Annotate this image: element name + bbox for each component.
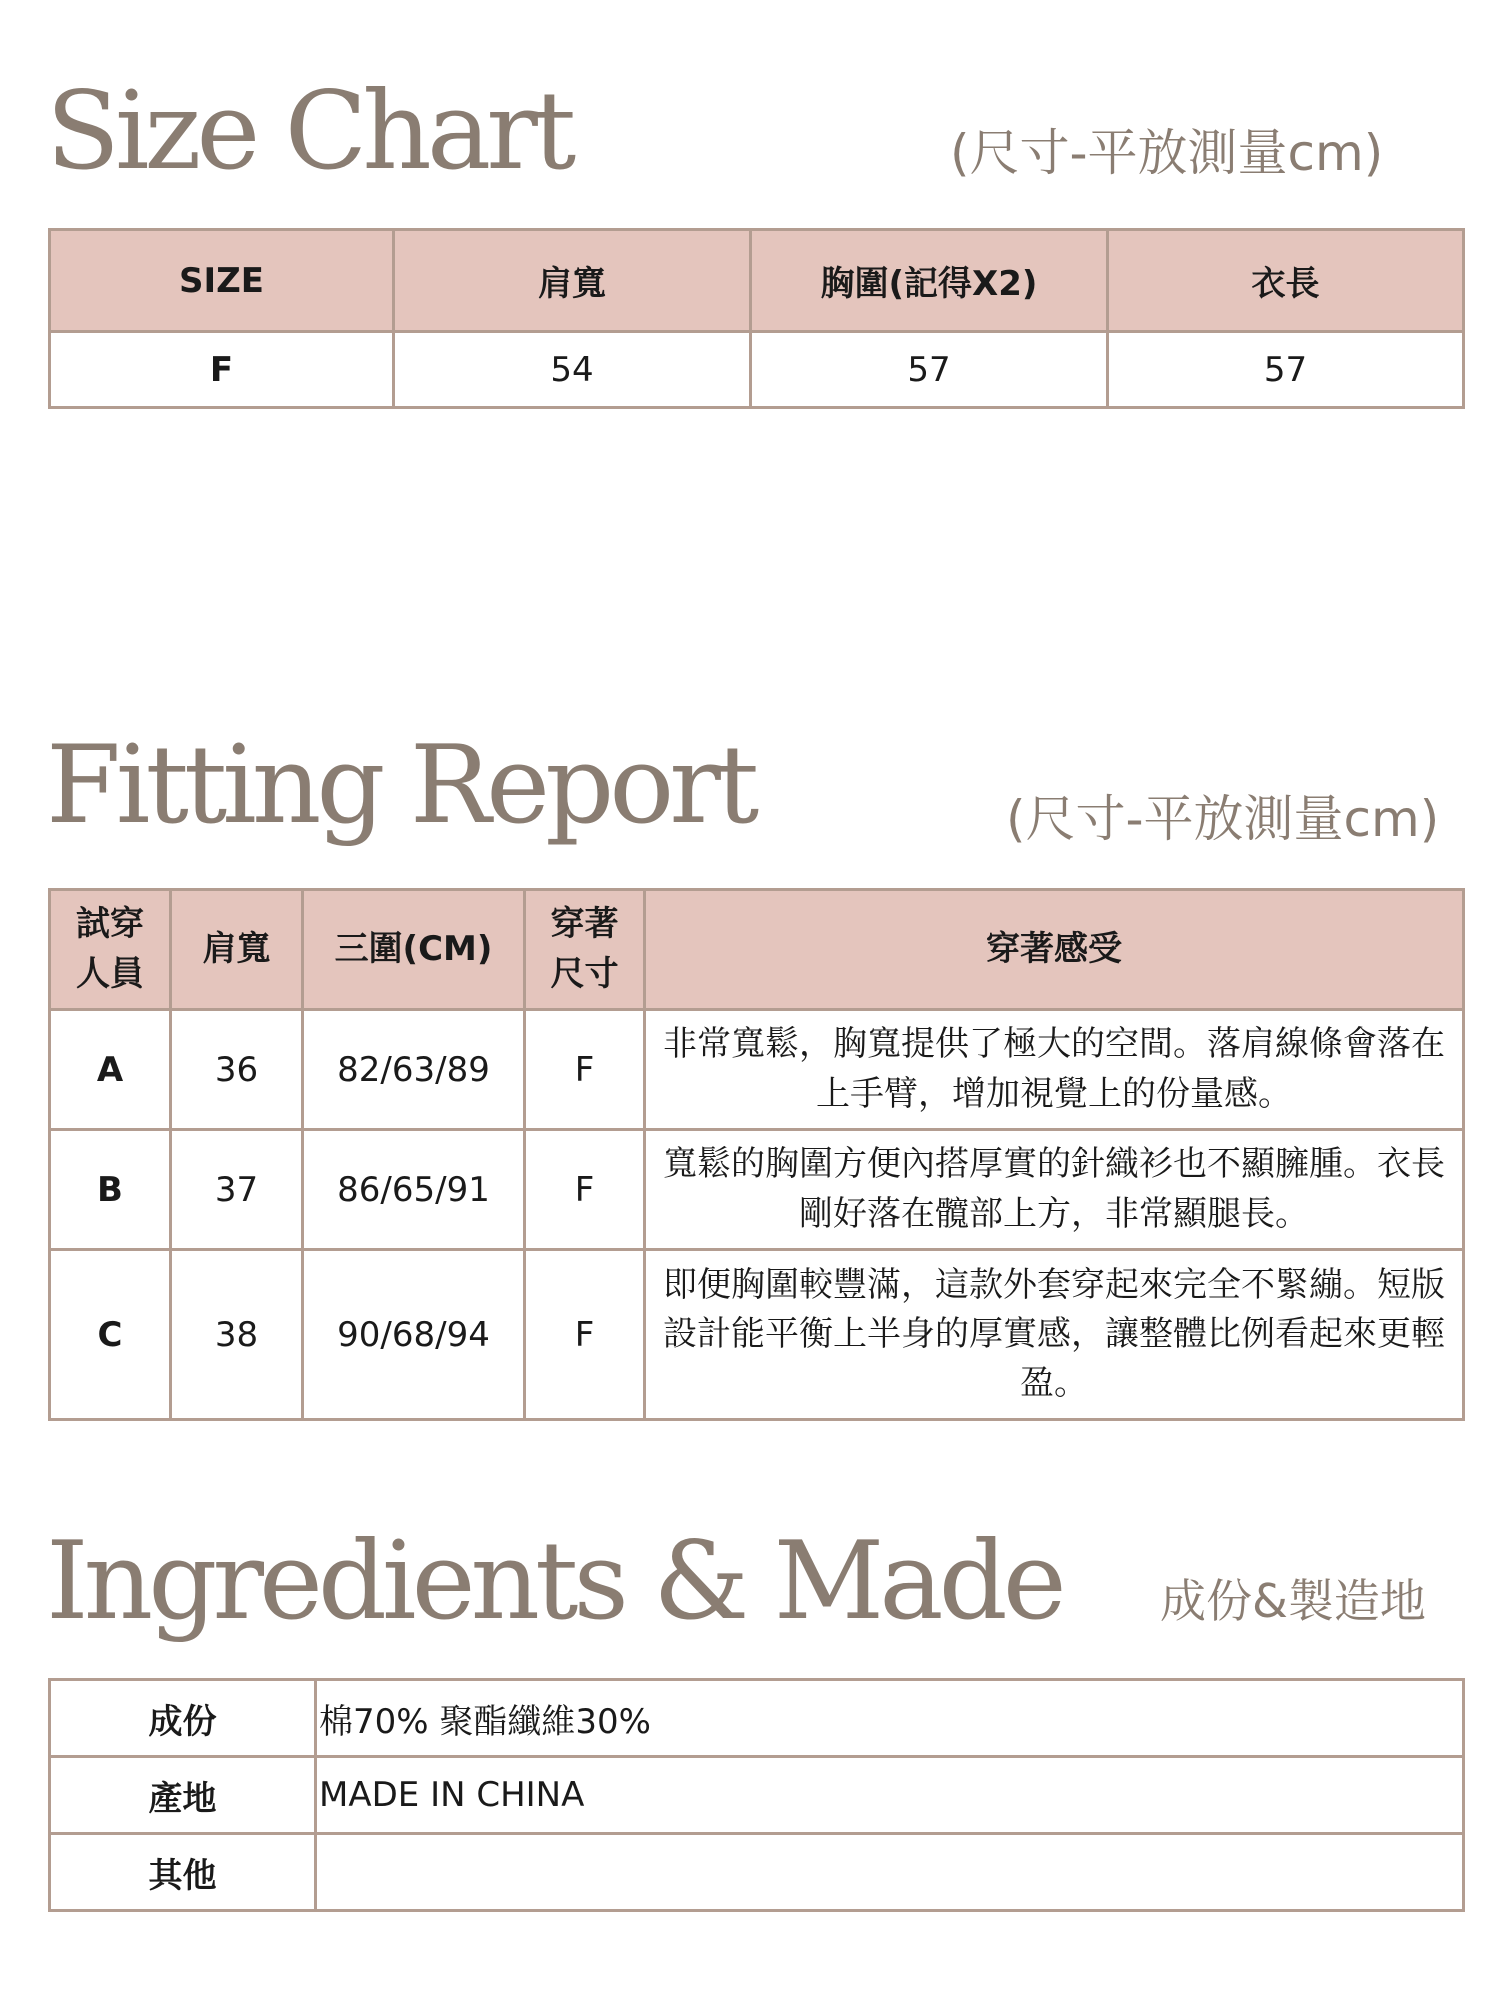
cell-worn-size: F	[525, 1250, 645, 1420]
fitting-header-row	[50, 890, 1464, 1010]
cell-tester: B	[50, 1130, 171, 1250]
cell-measurements: 82/63/89	[303, 1010, 525, 1130]
header-tester: 試穿 人員	[50, 890, 171, 1010]
cell-measurements: 86/65/91	[303, 1130, 525, 1250]
table-row	[50, 1834, 1464, 1911]
fitting-report-subtitle: (尺寸-平放測量cm)	[1006, 790, 1440, 848]
cell-worn-size: F	[525, 1130, 645, 1250]
header-feedback: 穿著感受	[645, 890, 1464, 1010]
size-chart-subtitle: (尺寸-平放測量cm)	[950, 124, 1384, 182]
cell-chest: 57	[751, 332, 1108, 408]
cell-tester: C	[50, 1250, 171, 1420]
table-row	[50, 332, 1464, 408]
cell-shoulder: 36	[171, 1010, 303, 1130]
header-worn-size: 穿著 尺寸	[525, 890, 645, 1010]
header-shoulder: 肩寬	[171, 890, 303, 1010]
table-row	[50, 1130, 1464, 1250]
size-chart-title: Size Chart	[46, 69, 572, 194]
header-size: SIZE	[50, 230, 394, 332]
header-shoulder: 肩寬	[394, 230, 751, 332]
table-row	[50, 1010, 1464, 1130]
size-chart-table	[48, 228, 1465, 409]
row-value-origin: MADE IN CHINA	[316, 1757, 1464, 1834]
fitting-report-title: Fitting Report	[46, 723, 755, 848]
cell-length: 57	[1108, 332, 1464, 408]
header-chest: 胸圍(記得X2)	[751, 230, 1108, 332]
cell-feedback: 即便胸圍較豐滿，這款外套穿起來完全不緊繃。短版設計能平衡上半身的厚實感，讓整體比例看起來更輕盈。	[645, 1250, 1464, 1420]
cell-size: F	[50, 332, 394, 408]
table-row	[50, 1757, 1464, 1834]
cell-worn-size: F	[525, 1010, 645, 1130]
ingredients-subtitle: 成份&製造地	[1160, 1574, 1426, 1628]
cell-measurements: 90/68/94	[303, 1250, 525, 1420]
header-length: 衣長	[1108, 230, 1464, 332]
fitting-report-table	[48, 888, 1465, 1421]
cell-feedback: 非常寬鬆，胸寬提供了極大的空間。落肩線條會落在上手臂，增加視覺上的份量感。	[645, 1010, 1464, 1130]
cell-shoulder: 54	[394, 332, 751, 408]
row-value-other	[316, 1834, 1464, 1911]
row-label-other: 其他	[50, 1834, 316, 1911]
row-label-material: 成份	[50, 1680, 316, 1757]
cell-tester: A	[50, 1010, 171, 1130]
table-row	[50, 1680, 1464, 1757]
row-value-material: 棉70% 聚酯纖維30%	[316, 1680, 1464, 1757]
size-chart-header-row	[50, 230, 1464, 332]
table-row	[50, 1250, 1464, 1420]
row-label-origin: 產地	[50, 1757, 316, 1834]
cell-shoulder: 38	[171, 1250, 303, 1420]
header-measurements: 三圍(CM)	[303, 890, 525, 1010]
ingredients-table	[48, 1678, 1465, 1912]
ingredients-title: Ingredients & Made	[46, 1519, 1062, 1644]
cell-shoulder: 37	[171, 1130, 303, 1250]
cell-feedback: 寬鬆的胸圍方便內搭厚實的針織衫也不顯臃腫。衣長剛好落在髖部上方，非常顯腿長。	[645, 1130, 1464, 1250]
